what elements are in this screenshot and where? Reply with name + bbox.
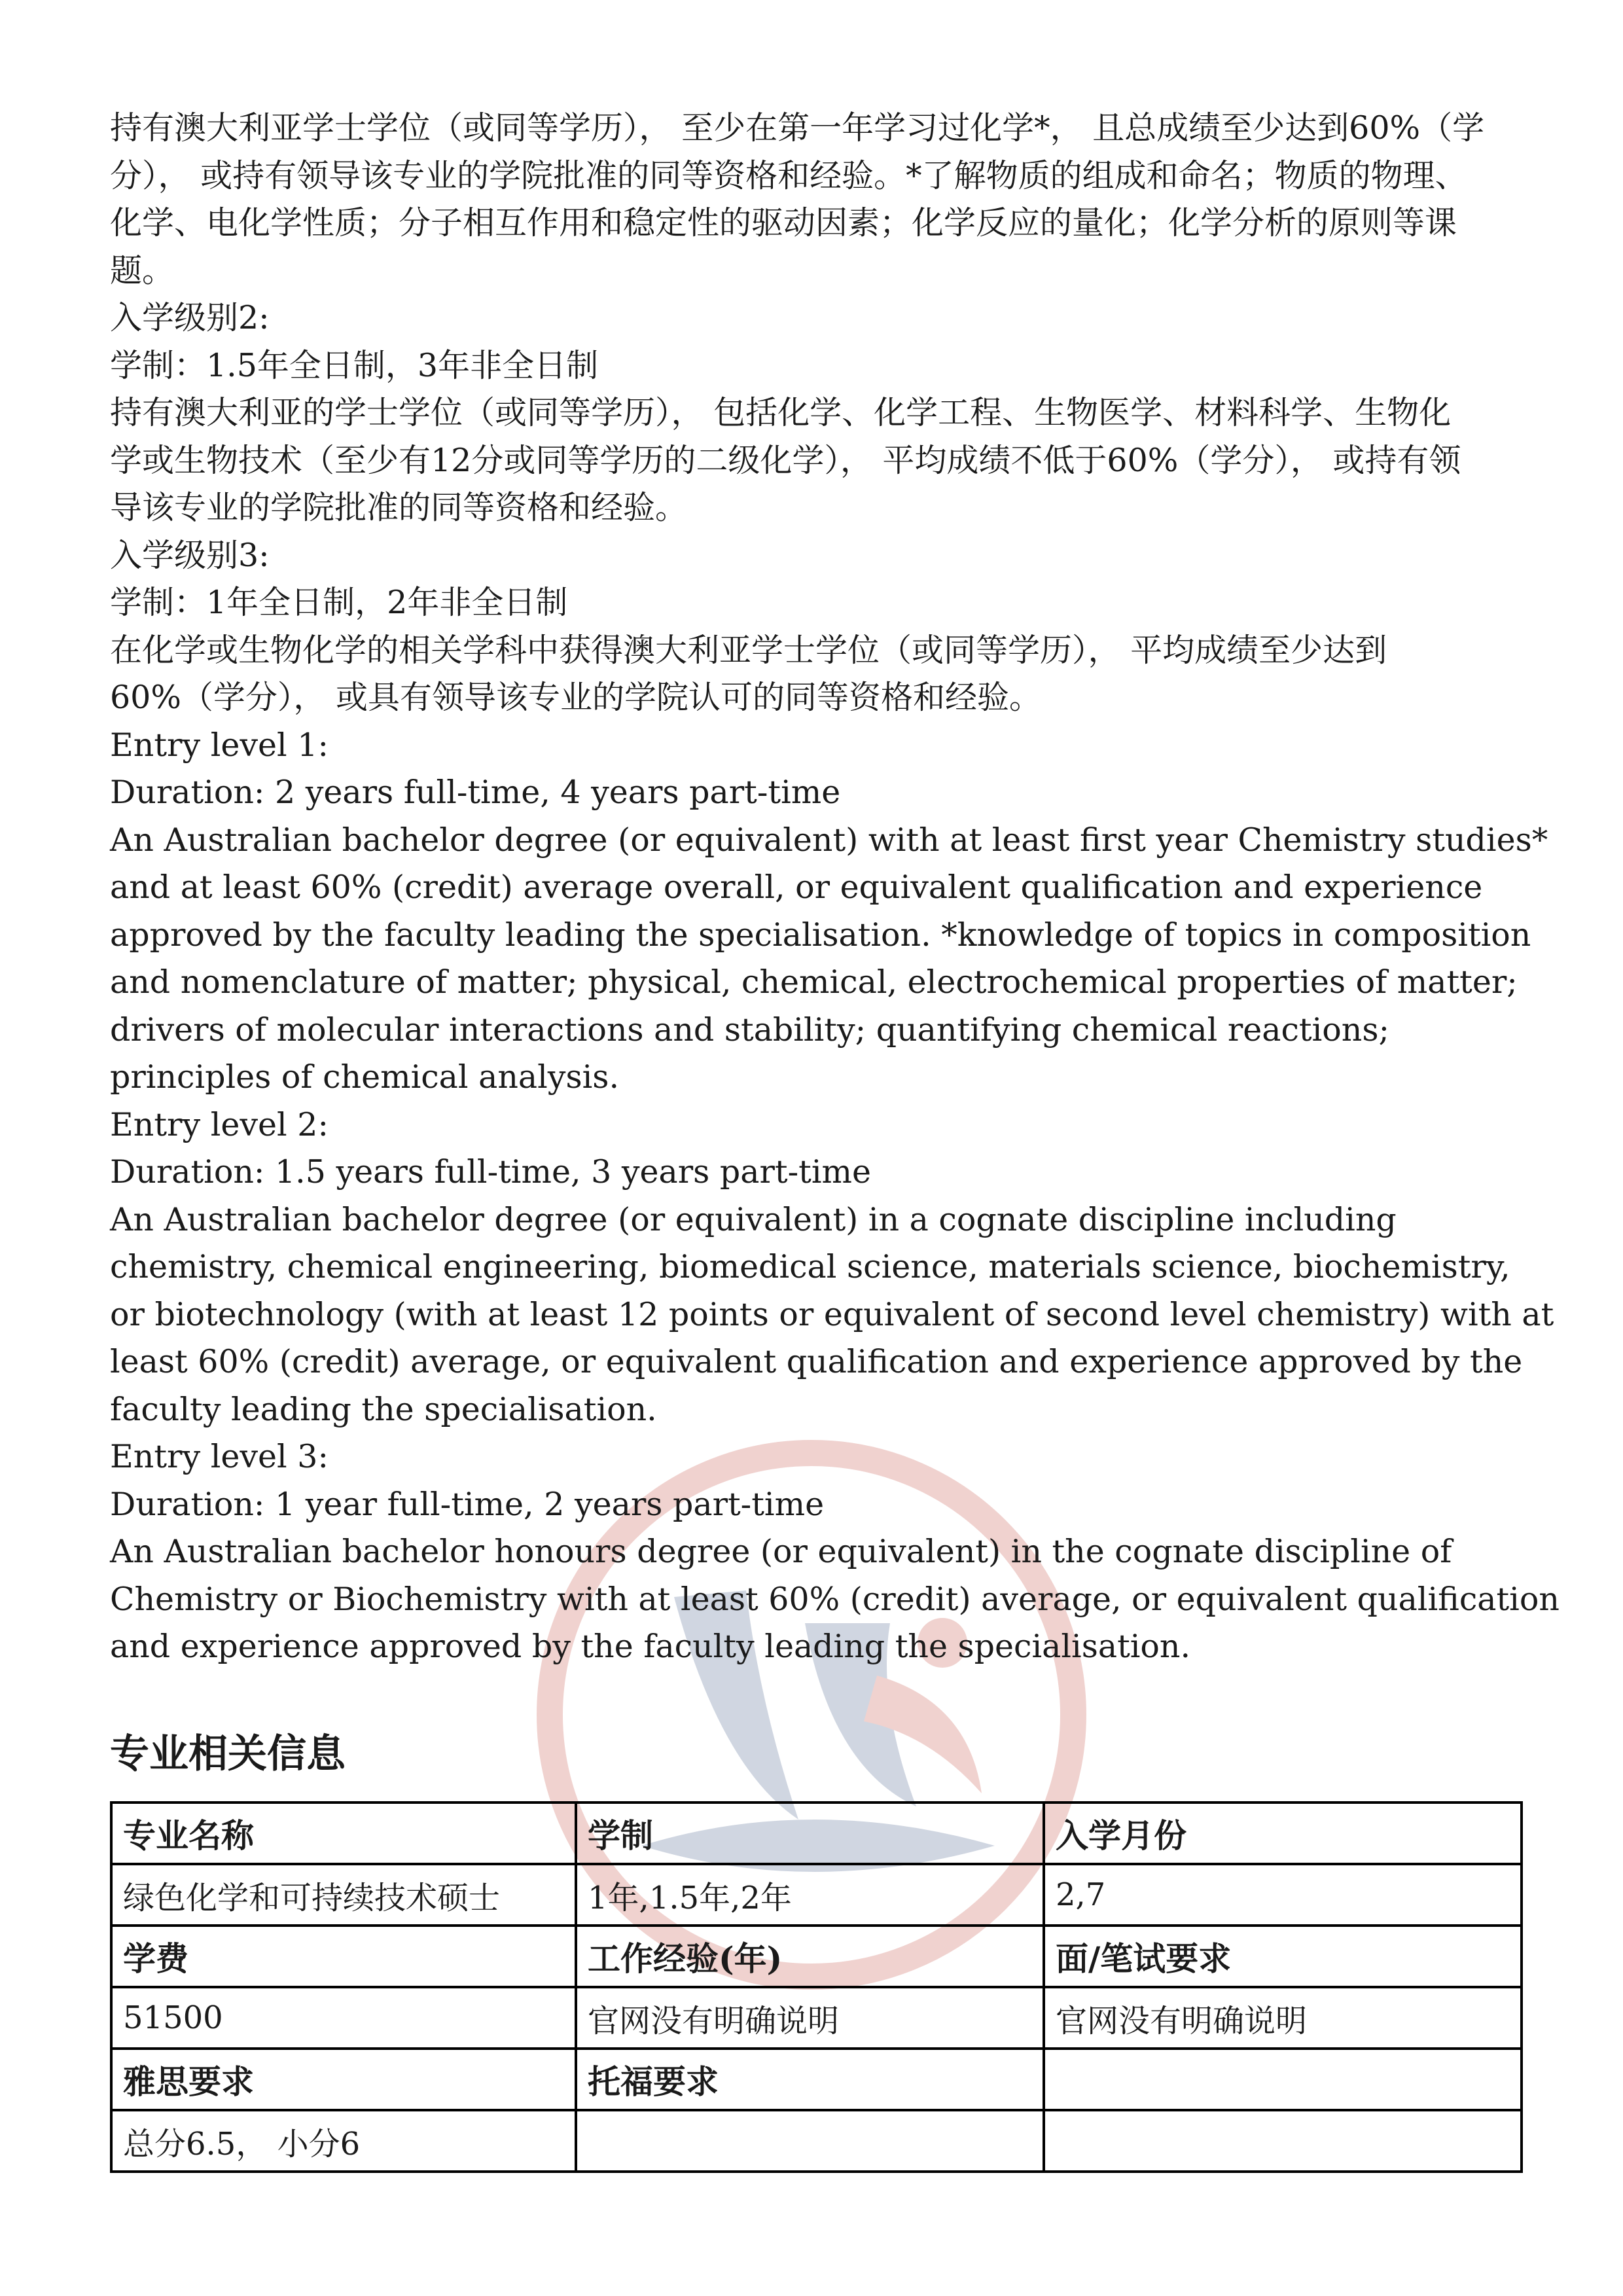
table-row [111,1803,1522,1864]
body-line: drivers of molecular interactions and stability; quantifying chemical reactions; [110,1011,1389,1049]
body-text [110,105,1560,1671]
body-line: Entry level 3: [110,1438,329,1475]
body-line: approved by the faculty leading the specialisation. *knowledge of topics in composition [110,916,1531,954]
table-header-cell: 托福要求 [576,2049,1044,2110]
table-cell: 51500 [111,1987,576,2049]
table-header-cell: 工作经验(年) [576,1926,1044,1987]
table-row [111,1864,1522,1926]
table-header-cell: 专业名称 [111,1803,576,1864]
body-line: and at least 60% (credit) average overall, or equivalent qualification and experience [110,869,1483,906]
table-cell [576,2110,1044,2172]
body-line: Chemistry or Biochemistry with at least 60% (credit) average, or equivalent qualification [110,1580,1560,1618]
table-row [111,2110,1522,2172]
body-line: Duration: 2 years full-time, 4 years part-time [110,774,841,811]
table-cell: 官网没有明确说明 [576,1987,1044,2049]
body-line: An Australian bachelor honours degree (or equivalent) in the cognate discipline of [110,1533,1452,1570]
body-line: 60%（学分）， 或具有领导该专业的学院认可的同等资格和经验。 [110,679,1041,716]
body-line: 持有澳大利亚的学士学位（或同等学历）， 包括化学、化学工程、生物医学、材料科学、生物化 [110,394,1452,431]
body-line: 题。 [110,251,175,289]
table-cell [1044,2110,1522,2172]
body-line: least 60% (credit) average, or equivalent qualification and experience approved by the [110,1343,1523,1380]
body-line: and experience approved by the faculty leading the specialisation. [110,1628,1191,1665]
table-header-cell: 学费 [111,1926,576,1987]
body-line: and nomenclature of matter; physical, chemical, electrochemical properties of matter; [110,963,1518,1001]
table-header-cell [1044,2049,1522,2110]
body-line: 入学级别2: [110,299,270,336]
table-row [111,1987,1522,2049]
body-line: 入学级别3: [110,536,270,574]
body-line: 在化学或生物化学的相关学科中获得澳大利亚学士学位（或同等学历）， 平均成绩至少达到 [110,631,1387,669]
table-header-cell: 学制 [576,1803,1044,1864]
table-cell: 1年,1.5年,2年 [576,1864,1044,1926]
body-line: 分）， 或持有领导该专业的学院批准的同等资格和经验。*了解物质的组成和命名；物质的物理、 [110,156,1467,194]
program-info-table [110,1801,1523,2173]
table-row [111,1926,1522,1987]
section-title: 专业相关信息 [110,1731,346,1777]
body-line: principles of chemical analysis. [110,1058,620,1096]
table-header-cell: 入学月份 [1044,1803,1522,1864]
body-line: Duration: 1.5 years full-time, 3 years part-time [110,1153,871,1191]
body-line: 导该专业的学院批准的同等资格和经验。 [110,489,688,526]
body-line: chemistry, chemical engineering, biomedical science, materials science, biochemistry, [110,1248,1510,1285]
body-line: or biotechnology (with at least 12 points or equivalent of second level chemistry) with at [110,1295,1554,1333]
table-cell: 总分6.5， 小分6 [111,2110,576,2172]
body-line: 学制：1.5年全日制，3年非全日制 [110,346,599,384]
body-line: An Australian bachelor degree (or equivalent) in a cognate discipline including [110,1200,1397,1238]
body-line: 学制：1年全日制，2年非全日制 [110,584,568,621]
body-line: Duration: 1 year full-time, 2 years part-time [110,1485,825,1523]
body-line: An Australian bachelor degree (or equivalent) with at least first year Chemistry studies* [110,821,1548,859]
body-line: 持有澳大利亚学士学位（或同等学历）， 至少在第一年学习过化学*， 且总成绩至少达到60%（学 [110,109,1485,147]
body-line: faculty leading the specialisation. [110,1390,657,1428]
table-cell: 官网没有明确说明 [1044,1987,1522,2049]
table-cell: 绿色化学和可持续技术硕士 [111,1864,576,1926]
body-line: 学或生物技术（至少有12分或同等学历的二级化学）， 平均成绩不低于60%（学分）， 或持有领 [110,441,1461,479]
body-line: Entry level 1: [110,726,329,764]
body-line: Entry level 2: [110,1105,329,1143]
table-header-cell: 雅思要求 [111,2049,576,2110]
body-line: 化学、电化学性质；分子相互作用和稳定性的驱动因素；化学反应的量化；化学分析的原则等课 [110,204,1457,242]
table-cell: 2,7 [1044,1864,1522,1926]
table-row [111,2049,1522,2110]
table-header-cell: 面/笔试要求 [1044,1926,1522,1987]
